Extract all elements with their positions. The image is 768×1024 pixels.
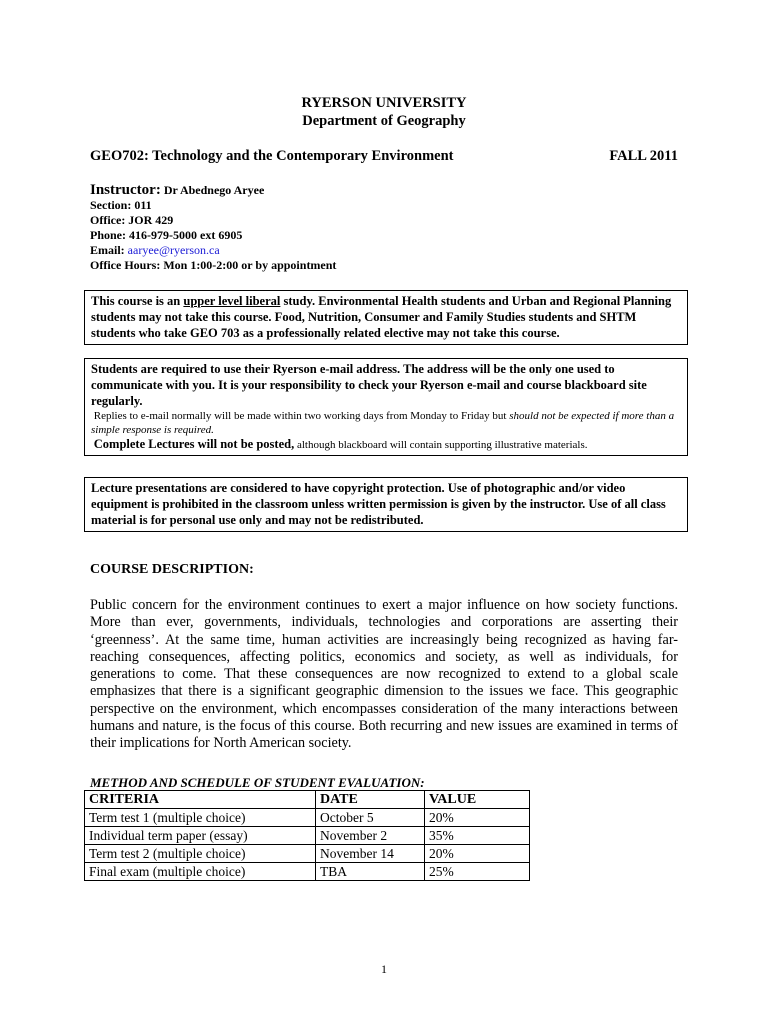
value-cell: 20% [425,845,530,863]
instructor-line [90,183,336,198]
date-cell: November 14 [316,845,425,863]
criteria-cell: Individual term paper (essay) [85,827,316,845]
evaluation-table [84,790,530,881]
instructor-name: Dr Abednego Aryee [163,183,265,197]
value-cell: 25% [425,863,530,881]
email-notice [84,358,688,456]
email-link[interactable]: aaryee@ryerson.ca [127,243,220,257]
eligibility-notice [84,290,688,345]
course-description-heading: COURSE DESCRIPTION: [90,562,254,577]
email-line [90,243,336,258]
document-header [0,94,768,130]
value-cell: 35% [425,827,530,845]
table-row [85,809,530,827]
column-header-criteria: CRITERIA [85,791,316,809]
date-cell: October 5 [316,809,425,827]
table-row [85,845,530,863]
office-hours-line: Office Hours: Mon 1:00-2:00 or by appointment [90,258,337,272]
column-header-value: VALUE [425,791,530,809]
table-row [85,863,530,881]
office-line: Office: JOR 429 [90,213,174,227]
instructor-info [90,183,336,273]
date-cell: November 2 [316,827,425,845]
eligibility-text-start: This course is an [91,294,184,308]
lecture-posting-policy [91,437,681,452]
course-title: GEO702: Technology and the Contemporary Environment [90,148,454,164]
page-number: 1 [381,962,387,976]
eligibility-text-end: study. Environmental Health students and Urban and Regional Planning students may not take this course. Food, Nutrition, Consumer and Family Studies students and SHTM students who take GEO 703 as a professionally related elective may not take this course. [91,294,672,340]
criteria-cell: Term test 2 (multiple choice) [85,845,316,863]
eligibility-underlined: upper level liberal [183,294,281,308]
reply-policy-italic: should not be expected if more than a simple response is required. [91,410,675,436]
column-header-date: DATE [316,791,425,809]
phone-line: Phone: 416-979-5000 ext 6905 [90,228,243,242]
instructor-label: Instructor: [90,182,161,198]
course-title-line [90,148,678,165]
department-name: Department of Geography [302,113,466,129]
lecture-posting-bold: Complete Lectures will not be posted, [93,437,295,451]
value-cell: 20% [425,809,530,827]
course-term: FALL 2011 [609,148,678,164]
email-requirement: Students are required to use their Ryerson e-mail address. The address will be the only one used to communicate with you. It is your responsibility to check your Ryerson e-mail and course blackboard site regularly. [91,362,647,408]
table-row [85,827,530,845]
section-line: Section: 011 [90,198,152,212]
criteria-cell: Term test 1 (multiple choice) [85,809,316,827]
copyright-text: Lecture presentations are considered to have copyright protection. Use of photographic and/or video equipment is prohibited in the classroom unless written permission is given by the instructor. Use of all class material is for personal use only and may not be redistributed. [91,481,666,527]
table-header-row [85,791,530,809]
criteria-cell: Final exam (multiple choice) [85,863,316,881]
reply-policy [91,409,681,437]
email-label: Email: [90,243,125,257]
course-description-body: Public concern for the environment continues to exert a major influence on how society functions. More than ever, governments, individuals, technologies and corporations are asserting their ‘greenness’. At the same time, human activities are increasingly being recognized as having far-reaching consequences, affecting politics, economics and society, as well as individuals, for generations to come. That these consequences are now recognized to extend to a global scale emphasizes that there is a significant geographic dimension to the issues we face. This geographic perspective on the environment, which encompasses consideration of the many interactions between humans and nature, is the focus of this course. Both recurring and new issues are examined in terms of their implications for North American society. [90,597,678,752]
copyright-notice [84,477,688,532]
lecture-posting-rest: although blackboard will contain supporting illustrative materials. [294,439,588,451]
evaluation-heading: METHOD AND SCHEDULE OF STUDENT EVALUATION: [90,775,425,790]
reply-policy-text: Replies to e-mail normally will be made within two working days from Monday to Friday but [93,410,510,422]
university-name: RYERSON UNIVERSITY [301,95,467,111]
date-cell: TBA [316,863,425,881]
